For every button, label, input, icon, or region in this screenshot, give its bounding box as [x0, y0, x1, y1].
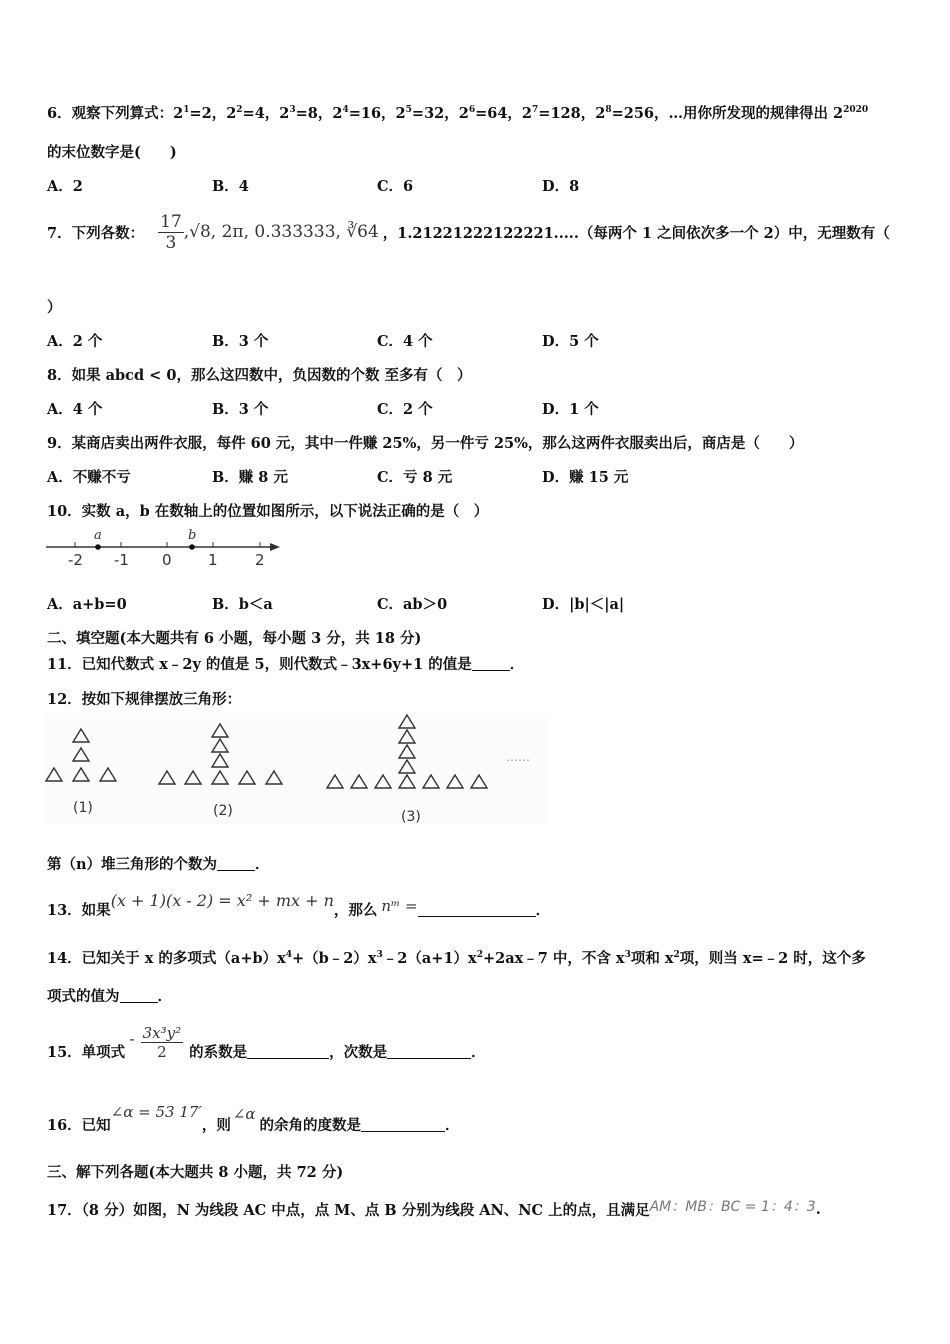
q7-text: ，1.21221222122221.....（每两个 1 之间依次多一个 2）中，无理数有（ [382, 224, 890, 242]
q14-line1 [47, 947, 866, 968]
answer-blank[interactable] [418, 902, 536, 917]
q10-options [47, 593, 747, 613]
section-heading: 二、填空题(本大题共有 6 小题，每小题 3 分，共 18 分) [47, 630, 422, 647]
exponent: 7 [532, 105, 539, 115]
q7-options [47, 330, 747, 350]
option-b[interactable]: B．4 [212, 178, 249, 195]
q6-line2: 的末位数字是( ) [47, 144, 177, 161]
answer-blank[interactable] [361, 1117, 445, 1132]
q7-line1 [47, 208, 890, 256]
exponent: 2020 [843, 105, 869, 115]
figure-background [45, 713, 550, 825]
section-heading: 三、解下列各题(本大题共 8 小题，共 72 分) [47, 1164, 344, 1181]
q6-options [47, 175, 747, 195]
q9-options [47, 466, 747, 486]
q12-line2 [47, 853, 270, 874]
q8-options [47, 398, 747, 418]
option-c[interactable]: C．2 个 [377, 401, 433, 418]
option-c[interactable]: C．6 [377, 178, 414, 195]
tick-label: 0 [162, 551, 172, 569]
q14-text: +（b﹣2）x [292, 950, 377, 967]
q12-text: 第（n）堆三角形的个数为 [47, 856, 218, 873]
q8-text: 8．如果 abcd < 0，那么这四数中，负因数的个数 至多有（ ） [47, 367, 472, 384]
option-b[interactable]: B．赚 8 元 [212, 469, 288, 486]
q17-period: . [815, 1201, 821, 1218]
q13-equation: (x + 1)(x - 2) = x² + mx + n [110, 890, 334, 910]
q15-period: ． [471, 1043, 486, 1061]
tick-label: 1 [208, 551, 218, 569]
q16-period: ． [445, 1116, 460, 1134]
q17-ratio: AM：MB：BC = 1：4：3 [649, 1198, 816, 1215]
q16-label: 16．已知 [47, 1116, 111, 1134]
option-d[interactable]: D．|b|＜|a| [542, 596, 625, 613]
tick-label: -2 [68, 551, 83, 569]
option-a[interactable]: A．4 个 [47, 401, 103, 418]
q9-text: 9．某商店卖出两件衣服，每件 60 元，其中一件赚 25%，另一件亏 25%，那么这两件衣服卖出后，商店是（ ） [47, 435, 804, 452]
q14-text: +2ax﹣7 中，不含 x [482, 950, 625, 967]
q14-text: ﹣2（a+1）x [382, 950, 477, 967]
point-b-label: b [188, 528, 197, 543]
q6-text: =2，2 [189, 105, 237, 122]
q15-text: 的系数是 [189, 1043, 248, 1061]
q11-text: 11．已知代数式 x﹣2y 的值是 5，则代数式﹣3x+6y+1 的值是 [47, 656, 472, 673]
exponent: 2 [673, 950, 680, 960]
fraction-denominator: 3 [165, 232, 177, 253]
tick-label: -1 [114, 551, 129, 569]
fraction-denominator: 2 [157, 1042, 167, 1061]
q14-period: ． [157, 988, 172, 1005]
number-line-figure [44, 526, 284, 574]
option-c[interactable]: C．亏 8 元 [377, 469, 453, 486]
option-a[interactable]: A．2 [47, 178, 83, 195]
option-a[interactable]: A．2 个 [47, 333, 103, 350]
q13-text: ，那么 [333, 901, 378, 919]
q14-text: 项式的值为 [47, 988, 120, 1005]
q15-label: 15．单项式 [47, 1043, 126, 1061]
exponent: 3 [624, 950, 631, 960]
answer-blank[interactable] [472, 656, 510, 671]
exponent: 3 [289, 105, 296, 115]
q15-text: ，次数是 [329, 1043, 388, 1061]
ellipsis: …… [506, 750, 530, 764]
q6-text: =128，2 [538, 105, 606, 122]
answer-blank[interactable] [217, 856, 255, 871]
q17-line [47, 1193, 821, 1220]
fraction-numerator: 17 [160, 211, 182, 232]
q13-period: ． [535, 901, 551, 919]
exponent: 4 [342, 105, 349, 115]
answer-blank[interactable] [387, 1044, 471, 1059]
q16-angle: ∠α = 53 17′ [110, 1103, 202, 1121]
q16-line [47, 1100, 460, 1134]
option-d[interactable]: D．1 个 [542, 401, 599, 418]
figure-label: (3) [401, 809, 421, 825]
exponent: 6 [468, 105, 476, 115]
q16-text: 的余角的度数是 [259, 1116, 362, 1134]
q6-line1 [47, 102, 868, 123]
exponent: 8 [605, 105, 612, 115]
option-b[interactable]: B．3 个 [212, 333, 269, 350]
q13-line [47, 889, 550, 919]
option-d[interactable]: D．赚 15 元 [542, 469, 629, 486]
q6-text: =4，2 [242, 105, 290, 122]
option-d[interactable]: D．8 [542, 178, 580, 195]
figure-label: (1) [73, 800, 93, 816]
figure-label: (2) [213, 803, 233, 819]
exponent: 3 [376, 950, 383, 960]
option-d[interactable]: D．5 个 [542, 333, 599, 350]
point-a-label: a [94, 528, 102, 543]
arrow-icon [270, 543, 280, 551]
q10-text: 10．实数 a，b 在数轴上的位置如图所示，以下说法正确的是（ ） [47, 503, 489, 520]
option-a[interactable]: A．不赚不亏 [47, 469, 131, 486]
q16-angle-symbol: ∠α [232, 1105, 256, 1123]
q17-text: 17．（8 分）如图，N 为线段 AC 中点，点 M、点 B 分别为线段 AN、NC 上的点，且满足 [47, 1202, 650, 1219]
triangle-pattern-figure [45, 713, 550, 825]
q14-text: 项，则当 x=﹣2 时，这个多 [679, 950, 866, 967]
q12-text: 12．按如下规律摆放三角形： [47, 691, 242, 708]
option-a[interactable]: A．a+b=0 [47, 596, 127, 613]
q6-text: 6．观察下列算式：2 [47, 105, 184, 122]
q13-label: 13．如果 [47, 901, 111, 919]
exponent: 2 [476, 950, 483, 960]
exponent: 1 [183, 105, 190, 115]
option-c[interactable]: C．4 个 [377, 333, 433, 350]
q7-close: ） [47, 299, 62, 316]
q11-period: ． [509, 656, 525, 673]
q15-line [47, 1017, 486, 1067]
q14-line2 [47, 985, 172, 1006]
option-b[interactable]: B．b＜a [212, 596, 273, 613]
q7-label: 7．下列各数： [47, 224, 145, 242]
q6-text: =16，2 [348, 105, 406, 122]
q16-text: ，则 [201, 1116, 231, 1134]
option-b[interactable]: B．3 个 [212, 401, 269, 418]
option-c[interactable]: C．ab＞0 [377, 596, 448, 613]
answer-blank[interactable] [120, 988, 158, 1003]
q11-line [47, 653, 524, 674]
q6-text: =8，2 [295, 105, 343, 122]
point-a-dot [95, 544, 101, 550]
minus-sign: - [129, 1028, 135, 1048]
exponent: 5 [405, 105, 412, 115]
q7-fraction [158, 212, 184, 253]
q6-text: =32，2 [411, 105, 469, 122]
exponent: 2 [236, 105, 243, 115]
answer-blank[interactable] [247, 1044, 329, 1059]
q14-text: 项和 x [630, 950, 674, 967]
fraction-numerator: 3x³y² [142, 1023, 182, 1042]
exponent: 4 [285, 950, 293, 960]
q6-text: =256，…用你所发现的规律得出 2 [611, 105, 844, 122]
q7-number-list: ,√8, 2π, 0.333333, ∛64 [183, 222, 379, 242]
q15-fraction [141, 1024, 184, 1061]
tick-label: 2 [255, 551, 265, 569]
point-b-dot [189, 544, 195, 550]
q13-expression: nᵐ = [381, 897, 418, 915]
q12-period: ． [255, 856, 270, 873]
q14-text: 14．已知关于 x 的多项式（a+b）x [47, 950, 286, 967]
q6-text: =64，2 [475, 105, 533, 122]
